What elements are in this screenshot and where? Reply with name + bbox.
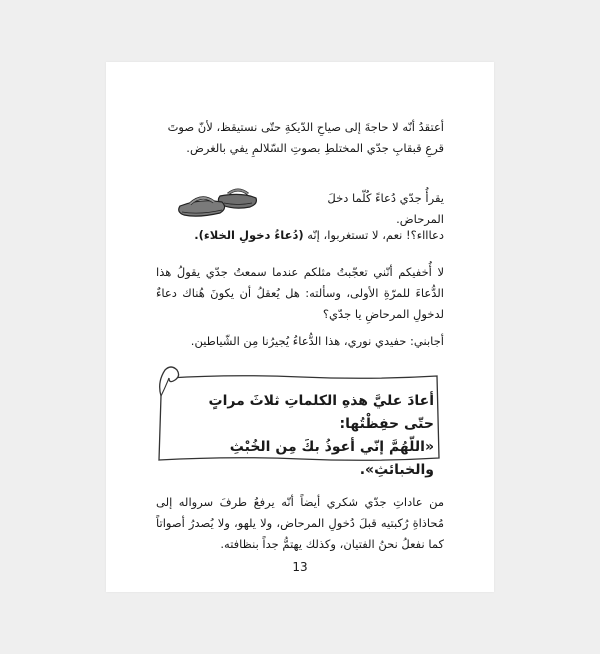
book-page bbox=[106, 62, 494, 592]
paragraph-dua-prefix: دعاااء؟! نعم، لا تستغربوا، إنّه bbox=[307, 228, 444, 242]
paragraph-wake-up: أعتقدُ أنّه لا حاجةَ إلى صياحِ الدّيكةِ حتّى نستيقظ، لأنّ صوتَ قرعِ قبقابِ جدّي المختلطِ بصوتِ السّلالمِ يفي بالغرض. bbox=[167, 120, 444, 155]
paragraph-dua-name bbox=[156, 225, 444, 246]
quote-line-1: أعادَ عليَّ هذهِ الكلماتِ ثلاثَ مراتٍ حتّى حفِظْتُها: bbox=[208, 393, 434, 432]
paragraph-grandfather-dua: يقرأُ جدّي دُعاءً كُلّما دخلَ المرحاض. bbox=[327, 191, 444, 226]
paragraph-habits: من عاداتِ جدّي شكري أيضاً أنّه يرفعُ طرفَ سرواله إلى مُحاذاةِ رُكبتيه قبلَ دُخولِ المرحاض، ولا يلهو، ولا يُصدرُ أصواتاً كما نفعلُ نحنُ الفتيان، وكذلك يهتمُّ جداً بنظافته. bbox=[156, 495, 444, 551]
paragraph-question: لا أُخفيكم أنّني تعجّبتُ مثلكم عندما سمعتُ جدّي يقولُ هذا الدُّعاءَ للمرّةِ الأولى، وسألته: هل يُعقلُ أن يكونَ هُناك دعاءٌ لدخولِ المرحاضِ يا جدّي؟ bbox=[156, 265, 444, 321]
page-number: 13 bbox=[292, 560, 308, 574]
dua-title-bold: (دُعاءُ دخولِ الخلاء). bbox=[194, 228, 304, 242]
paragraph-answer: أجابني: حفيدي نوري، هذا الدُّعاءُ يُجيرُنا مِن الشّياطين. bbox=[190, 334, 444, 348]
sandals-icon bbox=[176, 182, 260, 222]
quote-box bbox=[174, 390, 434, 482]
quote-line-2: «اللّهُمَّ إنّي أعوذُ بكَ مِن الخُبْثِ والخبائثِ». bbox=[229, 439, 434, 478]
